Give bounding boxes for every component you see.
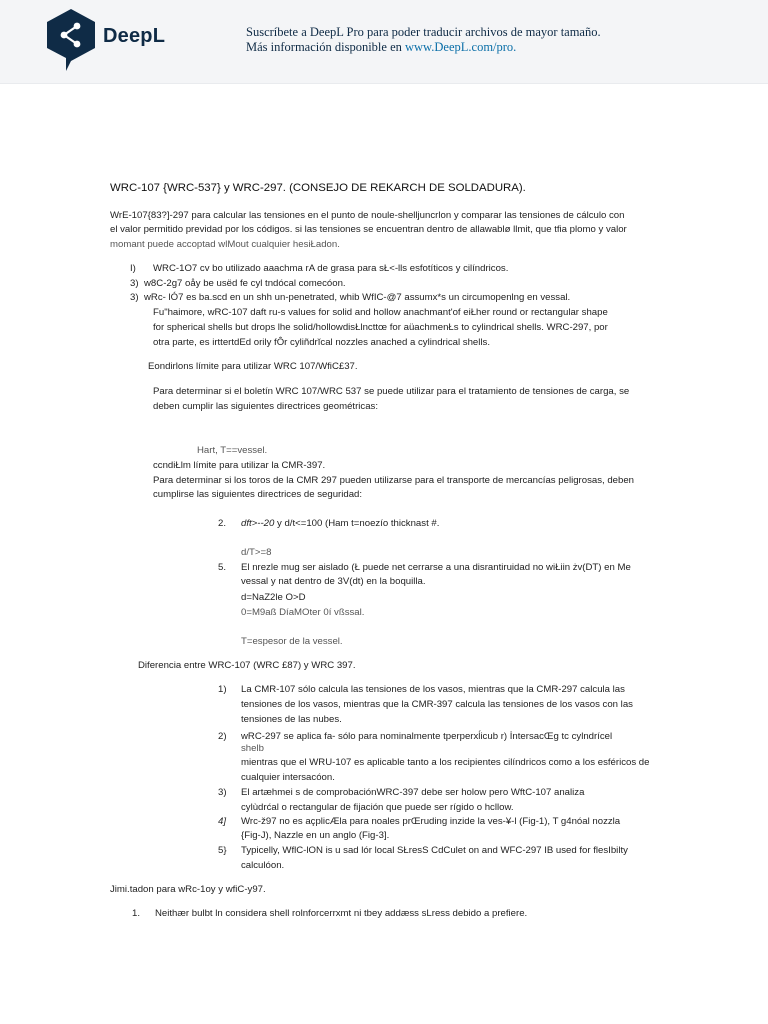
list-item: Neithær bulbt ln considera shell rolnforcerrxmt ni tbey addæss sLress debido a prefiere. [155,908,528,919]
section-heading: ccndiŁlm límite para utilizar la CMR-397. [153,460,326,471]
section-heading: Eondirlons límite para utilizar WRC 107/WfiC£37. [148,361,358,372]
list-item: vessal y nat dentro de 3V(dt) en la boquilla. [241,576,426,587]
brand-name[interactable]: DeepL [103,25,166,47]
section-heading: Diferencia entre WRC-107 (WRC £87) y WRC 397. [138,660,356,671]
promo-text [246,25,601,55]
list-continuation: for spherical shells but drops lhe solid/hollowdisŁlncttœ for aüachmenŁs to cylindrical shells. WRC-297, por [153,322,608,333]
list-number: 1. [132,908,141,919]
list-item: El nrezle mug ser aislado (Ł puede net cerrarse a una disrantiruidad no wiŁiin żv(DT) en Me [241,562,631,573]
paragraph-line: cumplirse las siguientes directrices de seguridad: [153,489,363,500]
list-item: mientras que el WRU-107 es aplicable tanto a los recipientes cilíndricos como a los esféricos de [241,757,650,768]
list-item: WRC-1O7 cv bo utilizado aaachma rA de grasa para sŁ<-lls esfotíticos y cilíndricos. [153,263,509,274]
list-number: I) [130,263,136,274]
deepl-logo-icon[interactable] [45,8,97,72]
list-number: 3) [130,278,139,289]
list-number: 2) [218,731,227,742]
document-page [0,83,768,1024]
list-item: wRC-297 se aplica fa- sólo para nominalmente tperperxĺicub r) İntersacŒg tc cylndrícel [241,731,613,742]
list-continuation: otra parte, es irttertdEd orily fÔr cyliñdrĭcal nozzles anached a cylindrical shells. [153,337,490,348]
list-item: calculóon. [241,860,285,871]
deepl-banner [0,0,768,84]
list-item: cualquier intersacóon. [241,772,335,783]
list-item: w8C-2g7 oåy be usëd fe cyl tndócal comecóon. [144,278,346,289]
hart-line: Hart, T==vessel. [197,445,268,456]
list-number: 5} [218,845,227,856]
list-continuation: Fu"haimore, wRC-107 daft ru-s values for solid and hollow anachmant'of eiŁher round or rectangular shape [153,307,608,318]
list-number: 5. [218,562,227,573]
list-number: 4] [218,816,227,827]
list-item: {Fig-J), Nazzle en un anglo (Fig-3]. [241,830,390,841]
intro-line: momant puede accoptad wlMout cualquier hesiŁadon. [110,239,340,250]
list-number: 3) [130,292,139,303]
intro-line: el valor permitido previdad por los códigos. si las tensiones se encuentran dentro de allawablø llmit, que tfia plomo y valor [110,224,627,235]
list-item: dft>--20 y d/t<=100 (Ham t=noezío thicknast #. [241,518,440,529]
paragraph-line: Para determinar si los toros de la CMR 297 pueden utilizarse para el transporte de mercancías peligrosas, deben [153,475,635,486]
list-item: cylùdrćal o rectangular de fijación que puede ser rígido o hcllow. [241,802,514,813]
list-item: tensiones de las nubes. [241,714,342,725]
paragraph-line: deben cumplir las siguientes directrices geométricas: [153,401,379,412]
list-number: 3) [218,787,227,798]
section-heading: Jimi.tadon para wRc-1oy y wfiC-y97. [110,884,266,895]
list-item: shelb [241,743,264,754]
list-item: tensiones de los vasos, mientras que la CMR-397 calcula las tensiones de los vasos con las [241,699,633,710]
list-number: 2. [218,518,227,529]
formula-line: T=espesor de la vessel. [241,636,343,647]
list-item: wRc- lÓ7 es ba.scd en un shh un-penetrated, whib WfIC-@7 assumx*s un circumopenlng en vessal. [144,292,571,303]
formula-line: d/T>=8 [241,547,272,558]
paragraph-line: Para determinar si el boletín WRC 107/WRC 537 se puede utilizar para el tratamiento de tensiones de carga, se [153,386,630,397]
formula-line: 0=M9aß DíaMOter 0í vßssal. [241,607,365,618]
promo-line-1: Suscríbete a DeepL Pro para poder traducir archivos de mayor tamaño. [246,25,601,39]
doc-title: WRC-107 {WRC-537} y WRC-297. (CONSEJO DE REKARCH DE SOLDADURA). [110,182,526,194]
intro-line: WrE-107{83?]-297 para calcular las tensiones en el punto de noule-shelljuncrlon y comparar las tensiones de cálculo con [110,210,625,221]
list-item: Wrc-ž97 no es açplicÆla para noales prŒruding inzide la ves-¥-l (Fig-1), T g4nóal nozzla [241,816,621,827]
list-item: El artæhmei s de comprobaciónWRC-397 debe ser holow pero WftC-107 analiza [241,787,585,798]
promo-line-2: Más información disponible en www.DeepL.com/pro. [246,40,517,54]
promo-link[interactable]: www.DeepL.com/pro. [405,40,517,54]
list-item: La CMR-107 sólo calcula las tensiones de los vasos, mientras que la CMR-297 calcula las [241,684,625,695]
formula-line: d=NaZ2le O>D [241,592,306,603]
list-number: 1) [218,684,227,695]
list-item: Typicelly, WflC-lON is u sad lór local SŁresS CdCulet on and WFC-297 IB used for flesIbilty [241,845,628,856]
